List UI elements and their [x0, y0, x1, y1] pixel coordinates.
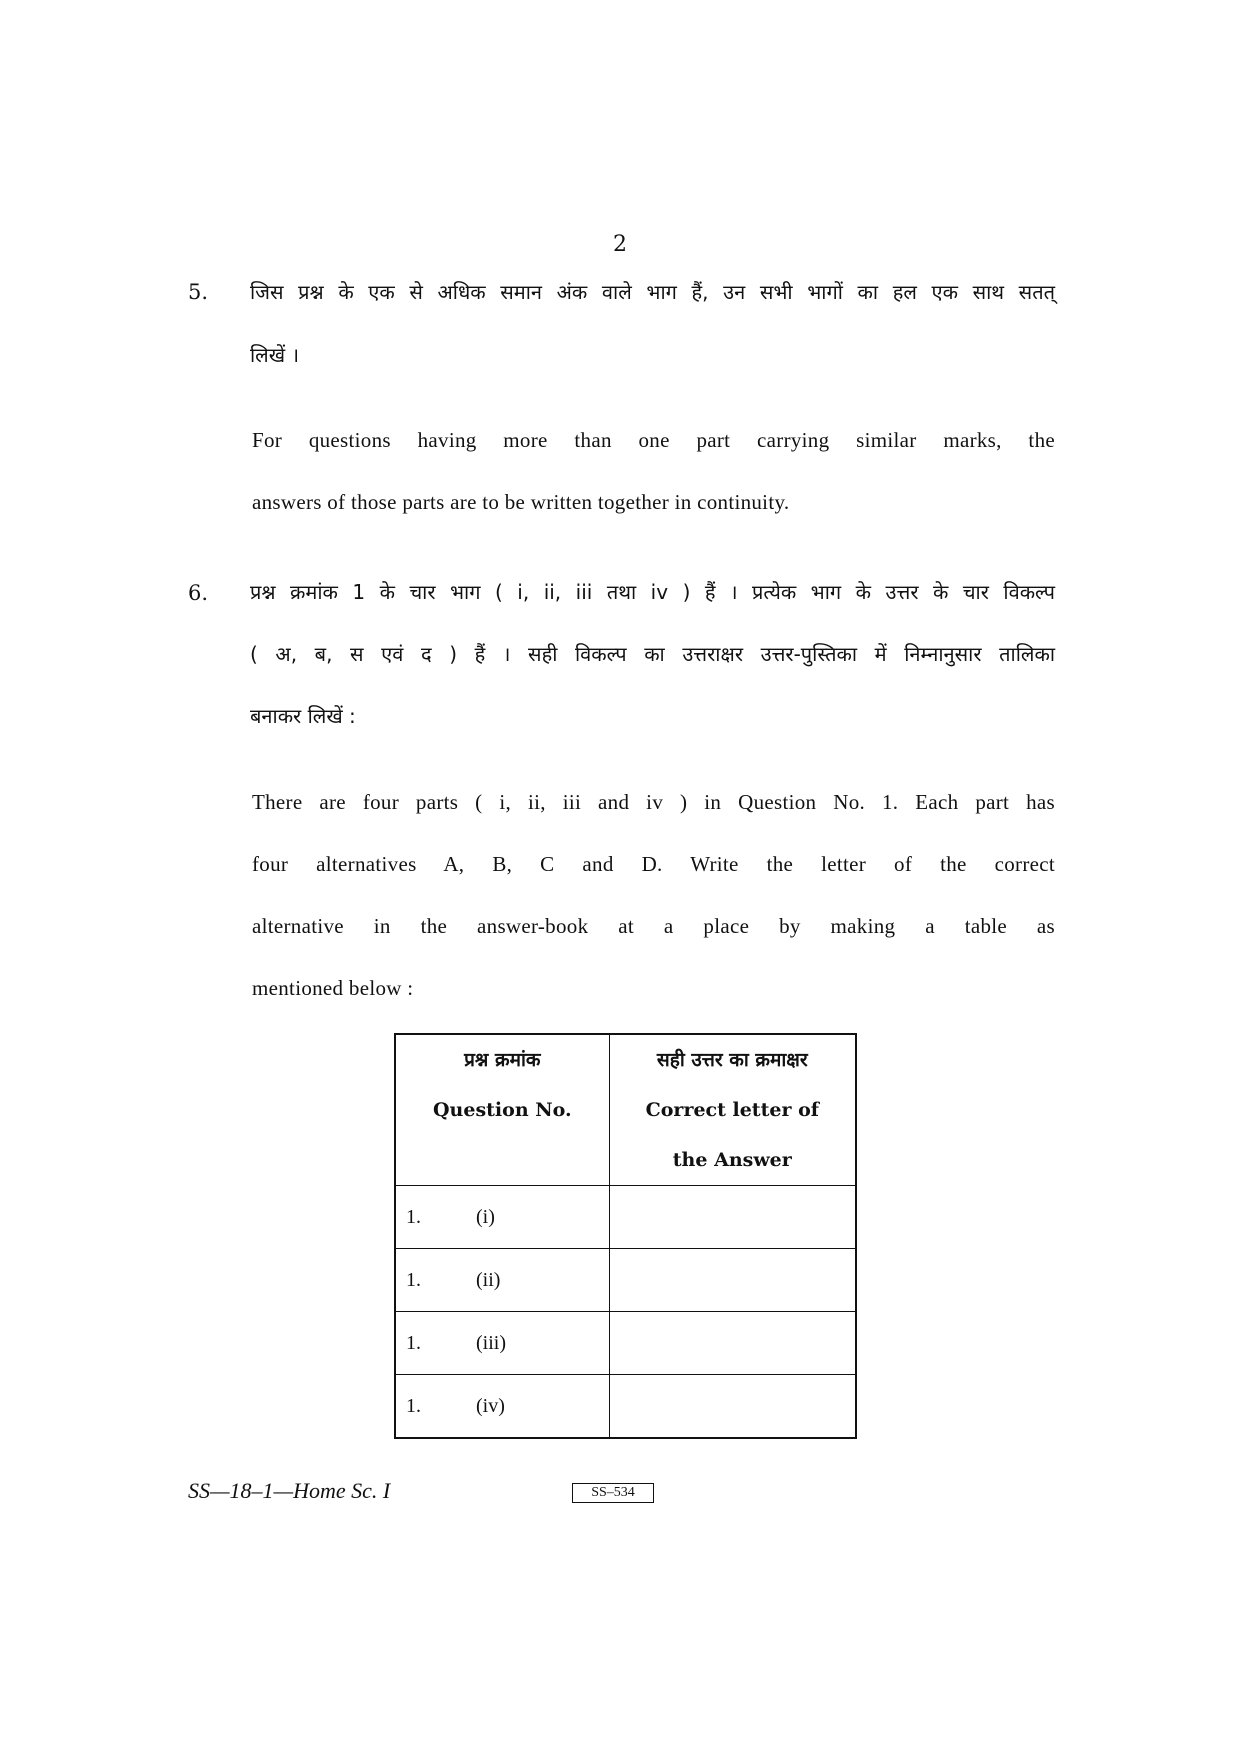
table-header-correct-letter	[609, 1034, 856, 1186]
question-5-number: 5.	[188, 280, 209, 304]
question-6-english-line-3: alternative in the answer-book at a place by making a table as	[252, 914, 1055, 938]
table-cell-question	[395, 1186, 609, 1249]
row-part: (iii)	[476, 1331, 506, 1354]
header-hindi-correct-letter: सही उत्तर का क्रमाक्षर	[656, 1049, 808, 1071]
question-6-number: 6.	[188, 581, 209, 605]
table-row	[395, 1186, 856, 1249]
page-number: 2	[613, 232, 627, 257]
table-header-question-no	[395, 1034, 609, 1186]
table-row	[395, 1249, 856, 1312]
table-cell-question	[395, 1249, 609, 1312]
question-5-english-line-1: For questions having more than one part carrying similar marks, the	[252, 428, 1055, 452]
row-part: (i)	[476, 1205, 495, 1228]
header-english-question-no: Question No.	[433, 1099, 572, 1121]
footer-booklet-code: SS–534	[572, 1483, 654, 1503]
table-row	[395, 1312, 856, 1375]
question-5-hindi-line-2: लिखें ।	[250, 343, 300, 367]
header-english-correct-letter-line-1: Correct letter of	[645, 1099, 819, 1121]
table-cell-answer	[609, 1375, 856, 1439]
header-hindi-question-no: प्रश्न क्रमांक	[464, 1049, 541, 1071]
row-part: (ii)	[476, 1268, 501, 1291]
question-6-english-line-4: mentioned below :	[252, 976, 414, 1000]
question-6-english-line-2: four alternatives A, B, C and D. Write the letter of the correct	[252, 852, 1055, 876]
question-5-hindi-line-1: जिस प्रश्न के एक से अधिक समान अंक वाले भाग हैं, उन सभी भागों का हल एक साथ सतत्	[250, 280, 1055, 304]
question-6-hindi-line-2: ( अ, ब, स एवं द ) हैं । सही विकल्प का उत्तराक्षर उत्तर-पुस्तिका में निम्नानुसार तालिका	[250, 642, 1055, 666]
table-cell-answer	[609, 1249, 856, 1312]
table-cell-answer	[609, 1312, 856, 1375]
table-header-row	[395, 1034, 856, 1186]
header-english-correct-letter-line-2: the Answer	[672, 1149, 792, 1171]
table-cell-question	[395, 1375, 609, 1439]
table-row	[395, 1375, 856, 1439]
answer-format-table	[394, 1033, 857, 1439]
table-cell-answer	[609, 1186, 856, 1249]
question-6-hindi-line-1: प्रश्न क्रमांक 1 के चार भाग ( i, ii, iii तथा iv ) हैं । प्रत्येक भाग के उत्तर के चार विकल्प	[250, 580, 1055, 604]
question-5-english-line-2: answers of those parts are to be written together in continuity.	[252, 490, 790, 514]
row-part: (iv)	[476, 1394, 505, 1417]
question-6-hindi-line-3: बनाकर लिखें :	[250, 704, 356, 728]
table-cell-question	[395, 1312, 609, 1375]
row-question-number: 1.	[406, 1268, 421, 1291]
question-6-english-line-1: There are four parts ( i, ii, iii and iv ) in Question No. 1. Each part has	[252, 790, 1055, 814]
row-question-number: 1.	[406, 1331, 421, 1354]
footer-paper-code: SS—18–1—Home Sc. I	[188, 1478, 391, 1503]
row-question-number: 1.	[406, 1205, 421, 1228]
row-question-number: 1.	[406, 1394, 421, 1417]
